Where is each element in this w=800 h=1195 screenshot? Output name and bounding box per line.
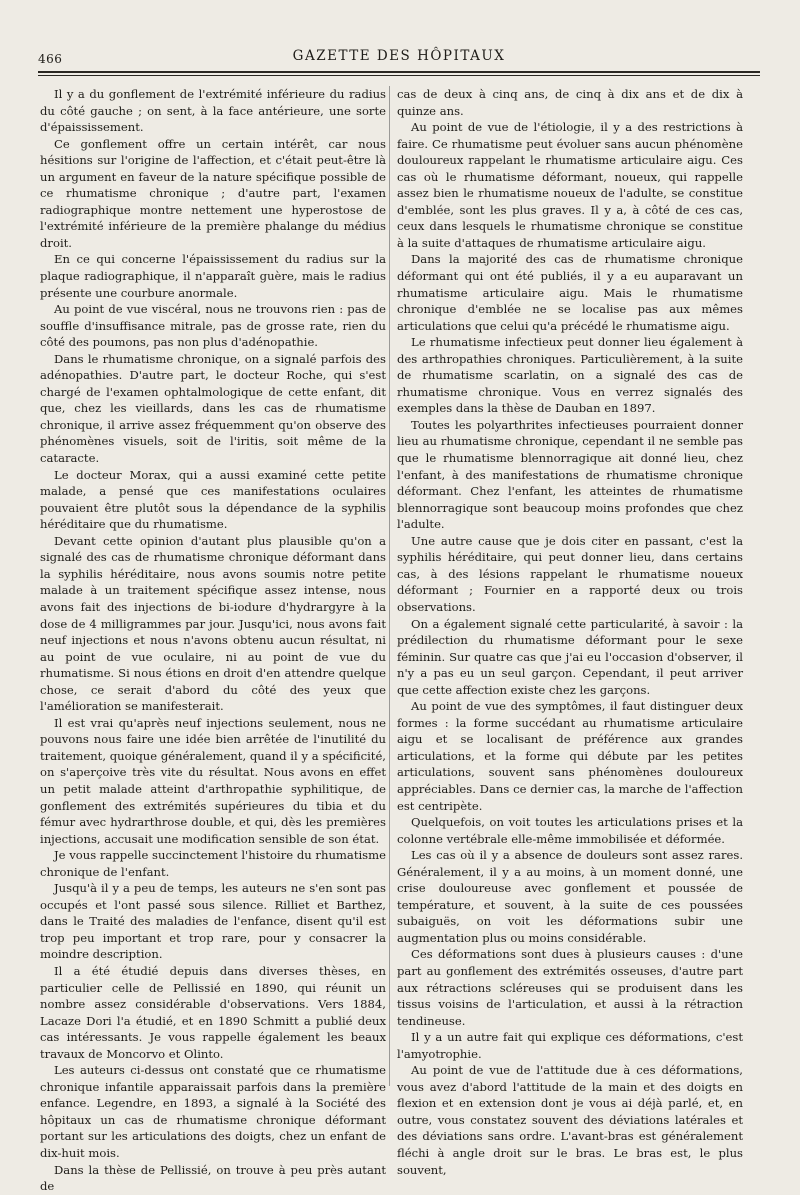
paragraph: Quelquefois, on voit toutes les articulations prises et la colonne vertébrale elle-même immobilisée et déformée. xyxy=(397,815,743,846)
paragraph: Dans la majorité des cas de rhumatisme chronique déformant qui ont été publiés, il y a eu auparavant un rhumatisme articulaire aigu. Mais le rhumatisme chronique d'emblée ne se localise pas aux mêmes articulations que celui qu'a précédé le rhumatisme aigu. xyxy=(397,252,743,333)
paragraph: Toutes les polyarthrites infectieuses pourraient donner lieu au rhumatisme chronique, cependant il ne semble pas que le rhumatisme blennorragique ait donné lieu, chez l'enfant, à des manifestations de rhumatisme chronique déformant. Chez l'enfant, les atteintes de rhumatisme blennorragique sont beaucoup moins profondes que chez l'adulte. xyxy=(397,417,743,532)
paragraph: Ce gonflement offre un certain intérêt, car nous hésitions sur l'origine de l'affection, et c'était peut-être là un argument en faveur de la nature spécifique possible de ce rhumatisme chronique ; d'autre part, l'examen radiographique montre nettement une hyperostose de l'extrémité inférieure de la première phalange du médius droit. xyxy=(40,136,386,250)
paragraph: Il a été étudié depuis dans diverses thèses, en particulier celle de Pellissié en 1890, qui réunit un nombre assez considérable d'observations. Vers 1884, Lacaze Dori l'a étudié, et en 1890 Schmitt a publié deux cas intéressants. Je vous rappelle également les beaux travaux de Moncorvo et Olinto. xyxy=(40,963,386,1061)
paragraph: On a également signalé cette particularité, à savoir : la prédilection du rhumatisme déformant pour le sexe féminin. Sur quatre cas que j'ai eu l'occasion d'observer, il n'y a pas eu un seul garçon. Cependant, il peut arriver que cette affection existe chez les garçons. xyxy=(397,616,743,697)
paragraph: Au point de vue de l'attitude due à ces déformations, vous avez d'abord l'attitude de la main et des doigts en flexion et en extension dont je vous ai déjà parlé, et, en outre, vous constatez souvent des déviations latérales et des déviations sans ordre. L'avant-bras est généralement fléchi à angle droit sur le bras. Le bras est, le plus souvent, xyxy=(397,1063,743,1177)
header-rule-thick xyxy=(38,71,760,73)
paragraph: Il y a un autre fait qui explique ces déformations, c'est l'amyotrophie. xyxy=(397,1030,743,1061)
page-number: 466 xyxy=(38,52,63,66)
left-column xyxy=(40,86,386,1194)
paragraph: cas de deux à cinq ans, de cinq à dix ans et de dix à quinze ans. xyxy=(397,87,743,118)
paragraph: Au point de vue de l'étiologie, il y a des restrictions à faire. Ce rhumatisme peut évoluer sans aucun phénomène douloureux rappelant le rhumatisme articulaire aigu. Ces cas où le rhumatisme déformant, noueux, qui rappelle assez bien le rhumatisme noueux de l'adulte, se constitue d'emblée, sont les plus graves. Il y a, à côté de ces cas, ceux dans lesquels le rhumatisme chronique se constitue à la suite d'attaques de rhumatisme articulaire aigu. xyxy=(397,120,743,250)
paragraph: Jusqu'à il y a peu de temps, les auteurs ne s'en sont pas occupés et l'ont passé sous silence. Rilliet et Barthez, dans le Traité des maladies de l'enfance, disent qu'il est trop peu important et trop rare, pour y consacrer la moindre description. xyxy=(40,881,386,962)
page-header xyxy=(38,44,760,70)
paragraph: Il y a du gonflement de l'extrémité inférieure du radius du côté gauche ; on sent, à la face antérieure, une sorte d'épaississement. xyxy=(40,87,386,135)
paragraph: Au point de vue viscéral, nous ne trouvons rien : pas de souffle d'insuffisance mitrale, pas de grosse rate, rien du côté des poumons, pas non plus d'adénopathie. xyxy=(40,302,386,350)
paragraph: Dans le rhumatisme chronique, on a signalé parfois des adénopathies. D'autre part, le docteur Roche, qui s'est chargé de l'examen ophtalmologique de cette enfant, dit que, chez les vieillards, dans les cas de rhumatisme chronique, il arrive assez fréquemment qu'on observe des phénomènes visuels, soit de l'iritis, soit même de la cataracte. xyxy=(40,351,386,466)
paragraph: Il est vrai qu'après neuf injections seulement, nous ne pouvons nous faire une idée bien arrêtée de l'inutilité du traitement, quoique généralement, quand il y a spécificité, on s'aperçoive très vite du résultat. Nous avons en effet un petit malade atteint d'arthropathie syphilitique, de gonflement des extrémités supérieures du tibia et du fémur avec hydrarthrose double, et qui, dès les premières injections, accusait une modification sensible de son état. xyxy=(40,715,386,846)
paragraph: Au point de vue des symptômes, il faut distinguer deux formes : la forme succédant au rhumatisme articulaire aigu et se localisant de préférence aux grandes articulations, et la forme qui débute par les petites articulations, souvent sans phénomènes douloureux appréciables. Dans ce dernier cas, la marche de l'affection est centripète. xyxy=(397,699,743,813)
paragraph: Je vous rappelle succinctement l'histoire du rhumatisme chronique de l'enfant. xyxy=(40,848,386,879)
right-column xyxy=(397,86,743,1177)
paragraph: Dans la thèse de Pellissié, on trouve à peu près autant de xyxy=(40,1162,386,1194)
paragraph: Les cas où il y a absence de douleurs sont assez rares. Généralement, il y a au moins, à un moment donné, une crise douloureuse avec gonflement et poussée de température, et souvent, à la suite de ces poussées subaiguës, on voit les déformations subir une augmentation plus ou moins considérable. xyxy=(397,848,743,945)
paragraph: Devant cette opinion d'autant plus plausible qu'on a signalé des cas de rhumatisme chronique déformant dans la syphilis héréditaire, nous avons soumis notre petite malade à un traitement spécifique assez intense, nous avons fait des injections de bi-iodure d'hydrargyre à la dose de 4 milligrammes par jour. Jusqu'ici, nous avons fait neuf injections et nous n'avons obtenu aucun résultat, ni au point de vue oculaire, ni au point de vue du rhumatisme. Si nous étions en droit d'en attendre quelque chose, ce serait d'abord du côté des yeux que l'amélioration se manifesterait. xyxy=(40,533,386,714)
paragraph: En ce qui concerne l'épaississement du radius sur la plaque radiographique, il n'apparaît guère, mais le radius présente une courbure anormale. xyxy=(40,252,386,300)
paragraph: Le docteur Morax, qui a aussi examiné cette petite malade, a pensé que ces manifestations oculaires pouvaient être plutôt sous la dépendance de la syphilis héréditaire que du rhumatisme. xyxy=(40,467,386,532)
running-title: GAZETTE DES HÔPITAUX xyxy=(292,48,506,64)
paragraph: Le rhumatisme infectieux peut donner lieu également à des arthropathies chroniques. Particulièrement, à la suite de rhumatisme scarlatin, on a signalé des cas de rhumatisme chronique. Vous en verrez signalés des exemples dans la thèse de Dauban en 1897. xyxy=(397,335,743,416)
header-rule-thin xyxy=(38,75,760,76)
paragraph: Une autre cause que je dois citer en passant, c'est la syphilis héréditaire, qui peut donner lieu, dans certains cas, à des lésions rappelant le rhumatisme noueux déformant ; Fournier en a rapporté deux ou trois observations. xyxy=(397,533,743,614)
paragraph: Les auteurs ci-dessus ont constaté que ce rhumatisme chronique infantile apparaissait parfois dans la première enfance. Legendre, en 1893, a signalé à la Société des hôpitaux un cas de rhumatisme chronique déformant portant sur les articulations des doigts, chez un enfant de dix-huit mois. xyxy=(40,1063,386,1160)
paragraph: Ces déformations sont dues à plusieurs causes : d'une part au gonflement des extrémités osseuses, d'autre part aux rétractions scléreuses qui se produisent dans les tissus voisins de l'articulation, et aussi à la rétraction tendineuse. xyxy=(397,947,743,1028)
column-divider xyxy=(389,86,390,1086)
